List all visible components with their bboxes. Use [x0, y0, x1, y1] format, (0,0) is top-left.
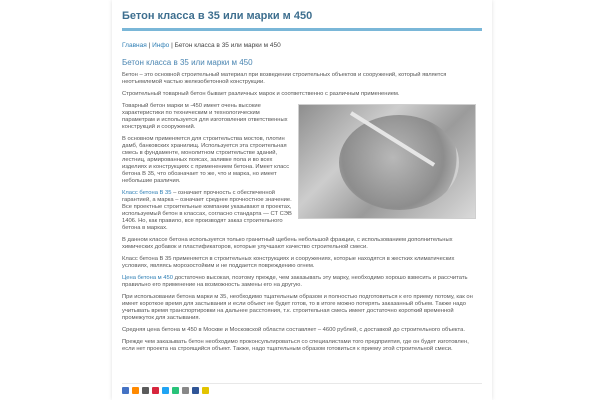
paragraph-5-text: – означает прочность с обеспеченной гарантией, а марка – означает среднее прочностное значение. Все проектные строительные компании указывают в проектах, используемый бетон в классах, согласно стандарта — СТ СЭВ 1406. Но, как правило, все производят заказ строительного бетона в марках. — [122, 190, 292, 231]
paragraph-8-text: достаточно высокая, поэтому прежде, чем заказывать эту марку, необходимо хорошо взвесить и рассчитать правильно его применение на возможность замены его на другую. — [122, 275, 468, 288]
paragraph-5 — [122, 190, 292, 232]
paragraph-7: Класс бетона В 35 применяется в строительных конструкциях и сооружениях, которые находятся в жестких климатических условиях, являясь морозостойким и не поддается повреждению огнем. — [122, 256, 455, 269]
left-column — [122, 103, 292, 232]
breadcrumb-current: Бетон класса в 35 или марки м 450 — [174, 42, 281, 49]
paragraph-6: В данном классе бетона используется только гранитный щебень небольшой фракции, с использованием дополнительных химических добавок и пластификаторов, которые улучшают качество строительной смеси. — [122, 237, 453, 250]
share-icon[interactable] — [122, 387, 129, 394]
page-title: Бетон класса в 35 или марки м 450 — [122, 58, 253, 67]
vk-icon[interactable] — [142, 387, 149, 394]
facebook-icon[interactable] — [192, 387, 199, 394]
paragraph-2: Строительный товарный бетон бывает различных марок и соответственно с различным применением. — [122, 91, 400, 97]
article-content — [122, 72, 482, 358]
share-bar — [122, 383, 482, 396]
paragraph-4: В основном применяется для строительства мостов, плотин дамб, банковских хранилищ. Используется эта строительная смесь в фундаменте, монолитном строительстве зданий, лестниц, армированных поясах, заливке пола и во всех изделиях и конструкциях с применением бетона. Имеет класс бетона В 35, что обозначает то же, что и марка, но имеет небольшие различия. — [122, 136, 290, 184]
breadcrumb-home-link[interactable]: Главная — [122, 42, 147, 49]
header-divider — [122, 28, 482, 31]
mail-icon[interactable] — [152, 387, 159, 394]
header-title: Бетон класса в 35 или марки м 450 — [122, 10, 313, 22]
breadcrumb-separator: | — [169, 42, 175, 49]
rss-icon[interactable] — [132, 387, 139, 394]
paragraph-8 — [122, 275, 482, 289]
paragraph-1: Бетон – это основной строительный материал при возведении строительных объектов и сооружений, который является неотъемлемой частью железобетонной конструкции. — [122, 72, 447, 85]
breadcrumb-separator: | — [146, 42, 153, 49]
price-link[interactable]: Цена бетона м 450 — [122, 275, 173, 281]
paragraph-9: При использовании бетона марки м 35, необходимо тщательным образом и полностью подготовиться к его приему потому, как он имеет короткое время для застывания и если объект не будет готов, то в итоге можно потерять заказанный объем. Также надо учитывать время транспортировки на дальнее расстояния, т.к. строительная смесь имеет достаточно короткий временной промежуток для застывания. — [122, 294, 473, 321]
class-link[interactable]: Класс бетона В 35 — [122, 190, 172, 196]
breadcrumb-info-link[interactable]: Инфо — [152, 42, 170, 49]
page-header — [122, 10, 482, 30]
print-icon[interactable] — [182, 387, 189, 394]
breadcrumb — [122, 42, 281, 49]
paragraph-3: Товарный бетон марки м -450 имеет очень высокие характеристики по техническим и технологическим параметрам и используется для изготовления ответственных конструкций и сооружений. — [122, 103, 288, 130]
paragraph-11: Прежде чем заказывать бетон необходимо проконсультироваться со специалистами того предприятия, где он будет изготовлен, если нет проекта на строящийся объект. Также, надо тщательным образом готовиться к приему этой строительной смеси. — [122, 339, 469, 352]
page-container — [112, 0, 492, 400]
twitter-icon[interactable] — [162, 387, 169, 394]
like-icon[interactable] — [172, 387, 179, 394]
star-icon[interactable] — [202, 387, 209, 394]
paragraph-10: Средняя цена бетона м 450 в Москве и Московской области составляет – 4600 рублей, с доставкой до строительного объекта. — [122, 327, 465, 333]
